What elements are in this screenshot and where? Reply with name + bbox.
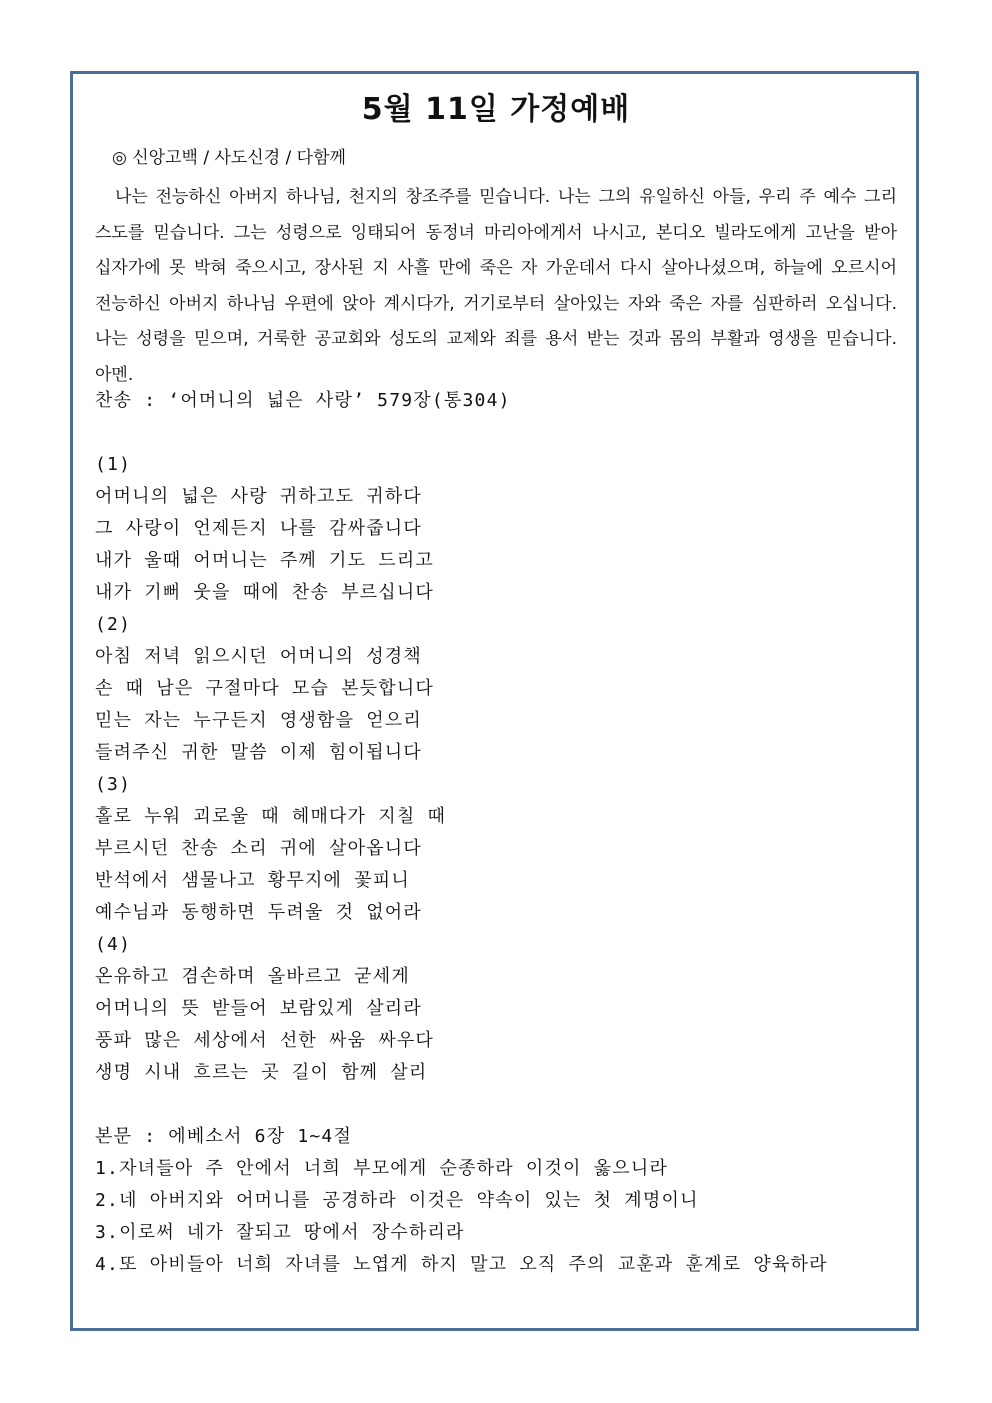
creed-line: 십자가에 못 박혀 죽으시고, 장사된 지 사흘 만에 죽은 자 가운데서 다시 살아나셨으며, 하늘에 오르시어 xyxy=(95,258,897,278)
apostles-creed xyxy=(95,180,897,393)
creed-line: 전능하신 아버지 하나님 우편에 앉아 계시다가, 거기로부터 살아있는 자와 죽은 자를 심판하러 오십니다. xyxy=(95,293,897,314)
hymn-line: 내가 기뻐 웃을 때에 찬송 부르십니다 xyxy=(95,582,435,603)
hymn-line: 어머니의 뜻 받들어 보람있게 살리라 xyxy=(95,998,422,1019)
creed-line: 스도를 믿습니다. 그는 성령으로 잉태되어 동정녀 마리아에게서 나시고, 본디오 빌라도에게 고난을 받아 xyxy=(95,222,897,243)
hymn-line: 아침 저녁 읽으시던 어머니의 성경책 xyxy=(95,646,422,667)
hymn-line: 내가 울때 어머니는 주께 기도 드리고 xyxy=(95,550,435,571)
scripture-verse: 2.네 아버지와 어머니를 공경하라 이것은 약속이 있는 첫 계명이니 xyxy=(95,1190,699,1211)
hymn-line: 부르시던 찬송 소리 귀에 살아옵니다 xyxy=(95,838,422,859)
scripture-verse: 3.이로써 네가 잘되고 땅에서 장수하리라 xyxy=(95,1222,465,1243)
worship-body xyxy=(95,385,895,1281)
spacer xyxy=(95,1089,895,1121)
hymn-line: 들려주신 귀한 말씀 이제 힘이됩니다 xyxy=(95,742,422,763)
page-title: 5월 11일 가정예배 xyxy=(361,92,631,127)
hymn-verse-number: (2) xyxy=(95,614,132,635)
hymn-heading: 찬송 : ‘어머니의 넓은 사랑’ 579장(통304) xyxy=(95,390,511,411)
hymn-line: 풍파 많은 세상에서 선한 싸움 싸우다 xyxy=(95,1030,435,1051)
hymn-verse-number: (4) xyxy=(95,934,132,955)
hymn-line: 어머니의 넓은 사랑 귀하고도 귀하다 xyxy=(95,486,422,507)
hymn-line: 홀로 누워 괴로울 때 헤매다가 지칠 때 xyxy=(95,806,447,827)
creed-line: 나는 전능하신 아버지 하나님, 천지의 창조주를 믿습니다. 나는 그의 유일하신 아들, 우리 주 예수 그리 xyxy=(115,187,897,207)
spacer xyxy=(95,417,895,449)
hymn-line: 반석에서 샘물나고 황무지에 꽃피니 xyxy=(95,870,410,891)
hymn-line: 손 때 남은 구절마다 모습 본듯합니다 xyxy=(95,678,435,699)
hymn-line: 온유하고 겸손하며 올바르고 굳세게 xyxy=(95,966,410,987)
hymn-line: 생명 시내 흐르는 곳 길이 함께 살리 xyxy=(95,1062,428,1083)
scripture-verse: 4.또 아비들아 너희 자녀를 노엽게 하지 말고 오직 주의 교훈과 훈계로 양육하라 xyxy=(95,1254,828,1275)
hymn-line: 예수님과 동행하면 두려울 것 없어라 xyxy=(95,902,422,923)
scripture-heading: 본문 : 에베소서 6장 1~4절 xyxy=(95,1126,353,1147)
hymn-line: 믿는 자는 누구든지 영생함을 얻으리 xyxy=(95,710,422,731)
hymn-verse-number: (3) xyxy=(95,774,132,795)
creed-line: 나는 성령을 믿으며, 거룩한 공교회와 성도의 교제와 죄를 용서 받는 것과 몸의 부활과 영생을 믿습니다. xyxy=(95,329,897,349)
creed-line: 아멘. xyxy=(95,364,134,385)
scripture-verse: 1.자녀들아 주 안에서 너희 부모에게 순종하라 이것이 옳으니라 xyxy=(95,1158,669,1179)
hymn-verse-number: (1) xyxy=(95,454,132,475)
creed-heading: ◎ 신앙고백 / 사도신경 / 다함께 xyxy=(112,148,346,168)
hymn-line: 그 사랑이 언제든지 나를 감싸줍니다 xyxy=(95,518,422,539)
